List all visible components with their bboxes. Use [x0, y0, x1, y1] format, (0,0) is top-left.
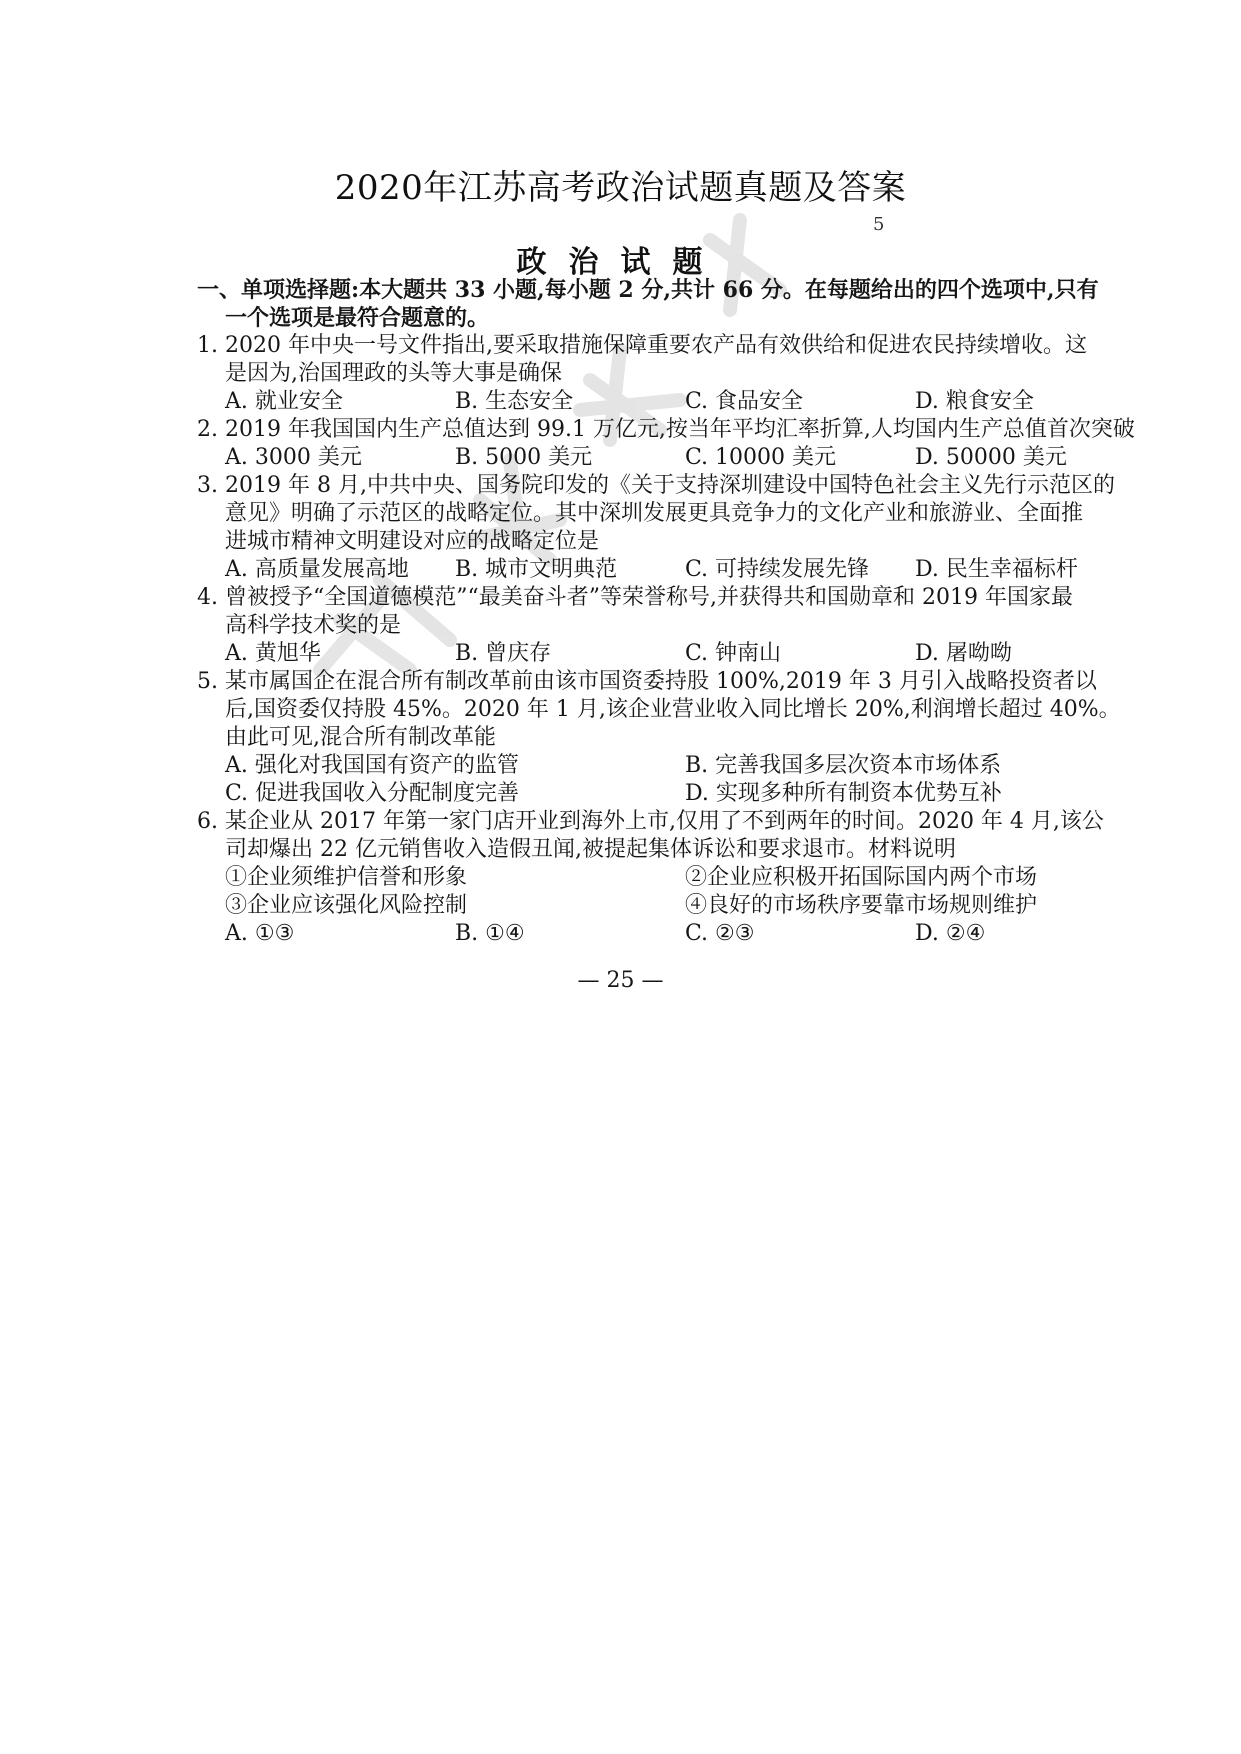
document-title: 2020年江苏高考政治试题真题及答案	[334, 168, 907, 208]
answer-options	[197, 920, 1145, 948]
question-text: 由此可见,混合所有制改革能	[225, 725, 496, 750]
answer-options	[197, 752, 1145, 808]
question-text: 意见》明确了示范区的战略定位。其中深圳发展更具竞争力的文化产业和旅游业、全面推	[225, 501, 1084, 526]
instruction-line: 一、单项选择题:本大题共 33 小题,每小题 2 分,共计 66 分。在每题给出的四个选项中,只有	[197, 277, 1099, 303]
option-c: C. 促进我国收入分配制度完善	[225, 781, 520, 806]
question-text: 6. 某企业从 2017 年第一家门店开业到海外上市,仅用了不到两年的时间。2020 年 4 月,该公	[197, 809, 1104, 834]
question-text: 高科学技术奖的是	[225, 613, 402, 638]
option-a: A. 就业安全	[225, 389, 343, 414]
answer-options	[197, 444, 1145, 472]
option-b: B. 城市文明典范	[455, 557, 618, 582]
stray-mark: 5	[873, 214, 885, 235]
option-b: B. 完善我国多层次资本市场体系	[685, 753, 1002, 778]
question-text: 进城市精神文明建设对应的战略定位是	[225, 529, 600, 554]
option-b: B. 生态安全	[455, 389, 574, 414]
option-c: C. 食品安全	[685, 389, 804, 414]
option-d: D. 实现多种所有制资本优势互补	[685, 781, 1002, 806]
question-text: 1. 2020 年中央一号文件指出,要采取措施保障重要农产品有效供给和促进农民持续增收。这	[197, 333, 1087, 358]
question-text: 3. 2019 年 8 月,中共中央、国务院印发的《关于支持深圳建设中国特色社会主义先行示范区的	[197, 473, 1115, 498]
option-a: A. 黄旭华	[225, 641, 321, 666]
answer-options	[197, 640, 1145, 668]
statement-3: ③企业应该强化风险控制	[225, 893, 468, 918]
option-c: C. 10000 美元	[685, 445, 837, 470]
option-c: C. ②③	[685, 921, 755, 946]
question-4	[197, 584, 1145, 668]
option-d: D. 粮食安全	[915, 389, 1034, 414]
statement-1: ①企业须维护信誉和形象	[225, 865, 468, 890]
question-text: 后,国资委仅持股 45%。2020 年 1 月,该企业营业收入同比增长 20%,利润增长超过 40%。	[225, 697, 1121, 722]
question-2	[197, 416, 1145, 472]
answer-options	[197, 556, 1145, 584]
option-d: D. ②④	[915, 921, 986, 946]
answer-options	[197, 388, 1145, 416]
question-6	[197, 808, 1145, 948]
question-1	[197, 332, 1145, 416]
section-title: 政治试题	[516, 245, 725, 280]
question-text: 5. 某市属国企在混合所有制改革前由该市国资委持股 100%,2019 年 3 月引入战略投资者以	[197, 669, 1097, 694]
option-c: C. 钟南山	[685, 641, 782, 666]
option-c: C. 可持续发展先锋	[685, 557, 870, 582]
option-b: B. 5000 美元	[455, 445, 593, 470]
page-number: — 25 —	[577, 968, 664, 993]
question-text: 4. 曾被授予“全国道德模范”“最美奋斗者”等荣誉称号,并获得共和国勋章和 2019 年国家最	[197, 585, 1073, 610]
option-a: A. ①③	[225, 921, 295, 946]
option-d: D. 屠呦呦	[915, 641, 1012, 666]
section-instruction	[197, 276, 1145, 332]
option-b: B. 曾庆存	[455, 641, 552, 666]
statement-4: ④良好的市场秩序要靠市场规则维护	[685, 893, 1038, 918]
option-a: A. 高质量发展高地	[225, 557, 409, 582]
question-5	[197, 668, 1145, 808]
statement-2: ②企业应积极开拓国际国内两个市场	[685, 865, 1038, 890]
question-text: 2. 2019 年我国国内生产总值达到 99.1 万亿元,按当年平均汇率折算,人均国内生产总值首次突破	[197, 417, 1135, 442]
question-text: 司却爆出 22 亿元销售收入造假丑闻,被提起集体诉讼和要求退市。材料说明	[225, 837, 956, 862]
question-3	[197, 472, 1145, 584]
question-text: 是因为,治国理政的头等大事是确保	[225, 361, 562, 386]
option-d: D. 民生幸福标杆	[915, 557, 1078, 582]
statement-list	[197, 864, 1145, 920]
question-content	[197, 276, 1145, 948]
option-b: B. ①④	[455, 921, 525, 946]
option-a: A. 强化对我国国有资产的监管	[225, 753, 519, 778]
instruction-line: 一个选项是最符合题意的。	[225, 305, 490, 331]
option-a: A. 3000 美元	[225, 445, 362, 470]
option-d: D. 50000 美元	[915, 445, 1067, 470]
